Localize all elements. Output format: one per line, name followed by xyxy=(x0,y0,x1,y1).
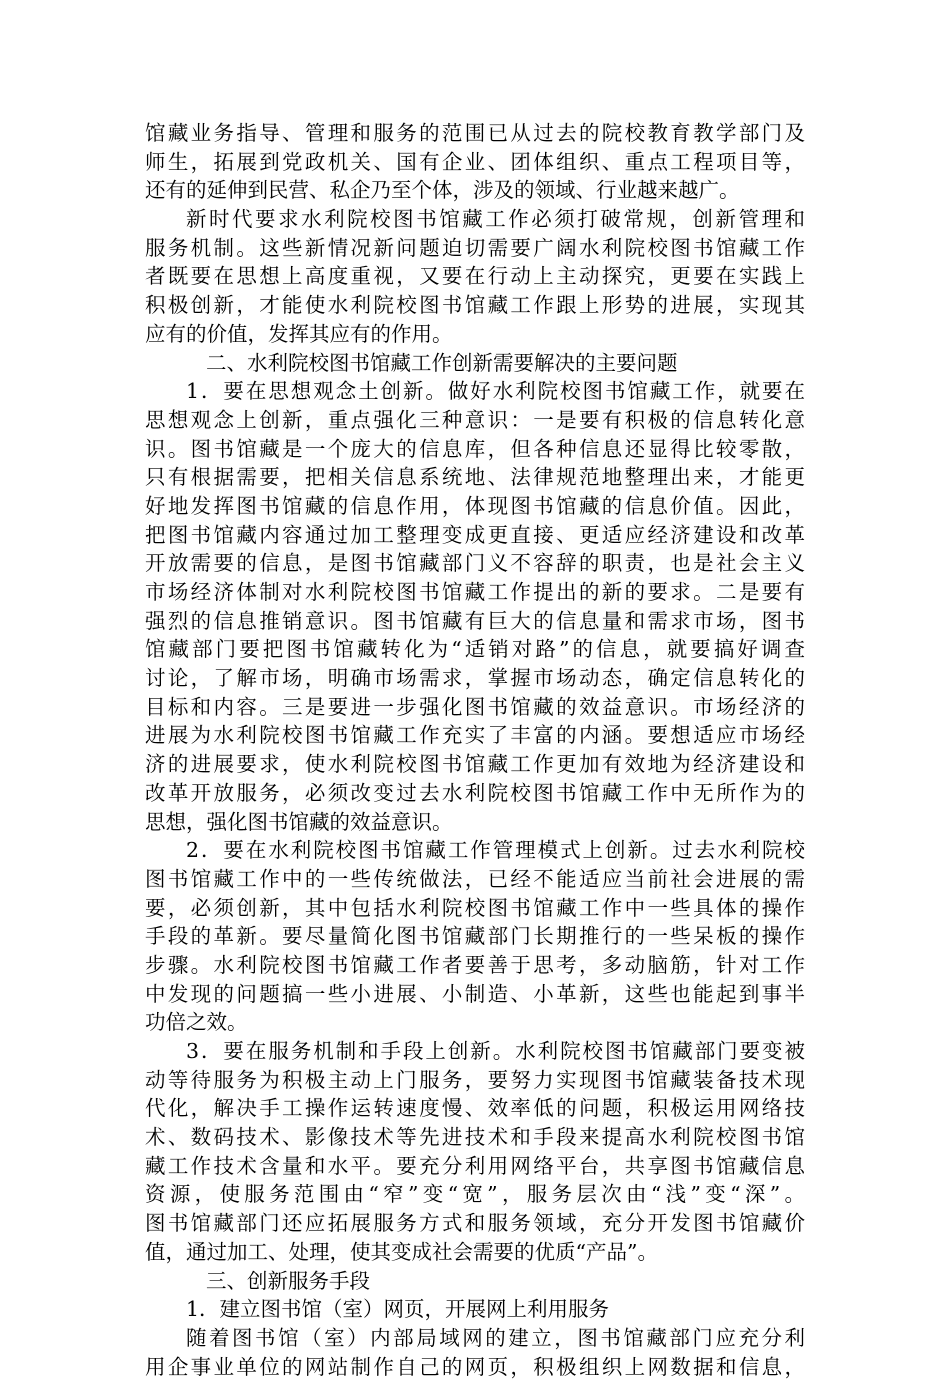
text-line: 1．建立图书馆（室）网页，开展网上利用服务 xyxy=(186,1297,610,1322)
text-line: 要，必须创新，其中包括水利院校图书馆藏工作中一些具体的操作 xyxy=(145,895,805,920)
text-line: 目标和内容。三是要进一步强化图书馆藏的效益意识。市场经济的 xyxy=(145,694,805,719)
text-line: 还有的延伸到民营、私企乃至个体，涉及的领域、行业越来越广。 xyxy=(145,178,740,203)
text-line: 济的进展要求，使水利院校图书馆藏工作更加有效地为经济建设和 xyxy=(145,752,805,777)
text-line: 馆藏部门要把图书馆藏转化为“适销对路”的信息，就要搞好调查 xyxy=(145,637,805,662)
text-line: 服务机制。这些新情况新问题迫切需要广阔水利院校图书馆藏工作 xyxy=(145,235,805,260)
text-line: 2．要在水利院校图书馆藏工作管理模式上创新。过去水利院校 xyxy=(186,838,805,863)
text-line: 讨论，了解市场，明确市场需求，掌握市场动态，确定信息转化的 xyxy=(145,666,805,691)
text-line: 好地发挥图书馆藏的信息作用，体现图书馆藏的信息价值。因此， xyxy=(145,493,805,518)
text-line: 应有的价值，发挥其应有的作用。 xyxy=(145,321,453,346)
text-line: 强烈的信息推销意识。图书馆藏有巨大的信息量和需求市场，图书 xyxy=(145,608,805,633)
text-line: 动等待服务为积极主动上门服务，要努力实现图书馆藏装备技术现 xyxy=(145,1067,805,1092)
text-line: 思想，强化图书馆藏的效益意识。 xyxy=(145,809,453,834)
text-line: 新时代要求水利院校图书馆藏工作必须打破常规，创新管理和 xyxy=(186,207,805,232)
text-line: 图书馆藏部门还应拓展服务方式和服务领域，充分开发图书馆藏价 xyxy=(145,1211,805,1236)
section-heading: 二、水利院校图书馆藏工作创新需要解决的主要问题 xyxy=(206,350,678,375)
text-line: 者既要在思想上高度重视，又要在行动上主动探究，更要在实践上 xyxy=(145,264,805,289)
text-line: 术、数码技术、影像技术等先进技术和手段来提高水利院校图书馆 xyxy=(145,1125,805,1150)
text-line: 积极创新，才能使水利院校图书馆藏工作跟上形势的进展，实现其 xyxy=(145,293,805,318)
text-line: 资源，使服务范围由“窄”变“宽”，服务层次由“浅”变“深”。 xyxy=(145,1182,805,1207)
text-line: 步骤。水利院校图书馆藏工作者要善于思考，多动脑筋，针对工作 xyxy=(145,952,805,977)
text-line: 1．要在思想观念土创新。做好水利院校图书馆藏工作，就要在 xyxy=(186,379,805,404)
text-line: 功倍之效。 xyxy=(145,1010,248,1035)
text-line: 识。图书馆藏是一个庞大的信息库，但各种信息还显得比较零散， xyxy=(145,436,805,461)
text-line: 3．要在服务机制和手段上创新。水利院校图书馆藏部门要变被 xyxy=(186,1039,805,1063)
text-line: 市场经济体制对水利院校图书馆藏工作提出的新的要求。二是要有 xyxy=(145,580,805,604)
document-page xyxy=(145,119,805,1381)
text-line: 代化，解决手工操作运转速度慢、效率低的问题，积极运用网络技 xyxy=(145,1096,805,1121)
text-line: 只有根据需要，把相关信息系统地、法律规范地整理出来，才能更 xyxy=(145,465,805,490)
text-line: 馆藏业务指导、管理和服务的范围已从过去的院校教育教学部门及 xyxy=(145,121,805,145)
text-line: 中发现的问题搞一些小进展、小制造、小革新，这些也能起到事半 xyxy=(145,981,805,1006)
text-line: 思想观念上创新，重点强化三种意识：一是要有积极的信息转化意 xyxy=(145,407,805,432)
text-line: 用企事业单位的网站制作自己的网页，积极组织上网数据和信息， xyxy=(145,1354,805,1379)
text-line: 藏工作技术含量和水平。要充分利用网络平台，共享图书馆藏信息 xyxy=(145,1153,805,1178)
text-line: 把图书馆藏内容通过加工整理变成更直接、更适应经济建设和改革 xyxy=(145,522,805,547)
text-line: 图书馆藏工作中的一些传统做法，已经不能适应当前社会进展的需 xyxy=(145,866,805,891)
text-line: 师生，拓展到党政机关、国有企业、团体组织、重点工程项目等， xyxy=(145,149,805,174)
text-line: 开放需要的信息，是图书馆藏部门义不容辞的职责，也是社会主义 xyxy=(145,551,805,576)
text-line: 手段的革新。要尽量简化图书馆藏部门长期推行的一些呆板的操作 xyxy=(145,924,805,949)
section-heading: 三、创新服务手段 xyxy=(206,1268,370,1293)
text-line: 值，通过加工、处理，使其变成社会需要的优质“产品”。 xyxy=(145,1239,658,1264)
text-line: 进展为水利院校图书馆藏工作充实了丰富的内涵。要想适应市场经 xyxy=(145,723,805,748)
text-line: 随着图书馆（室）内部局域网的建立，图书馆藏部门应充分利 xyxy=(186,1325,805,1350)
text-line: 改革开放服务，必须改变过去水利院校图书馆藏工作中无所作为的 xyxy=(145,780,805,805)
